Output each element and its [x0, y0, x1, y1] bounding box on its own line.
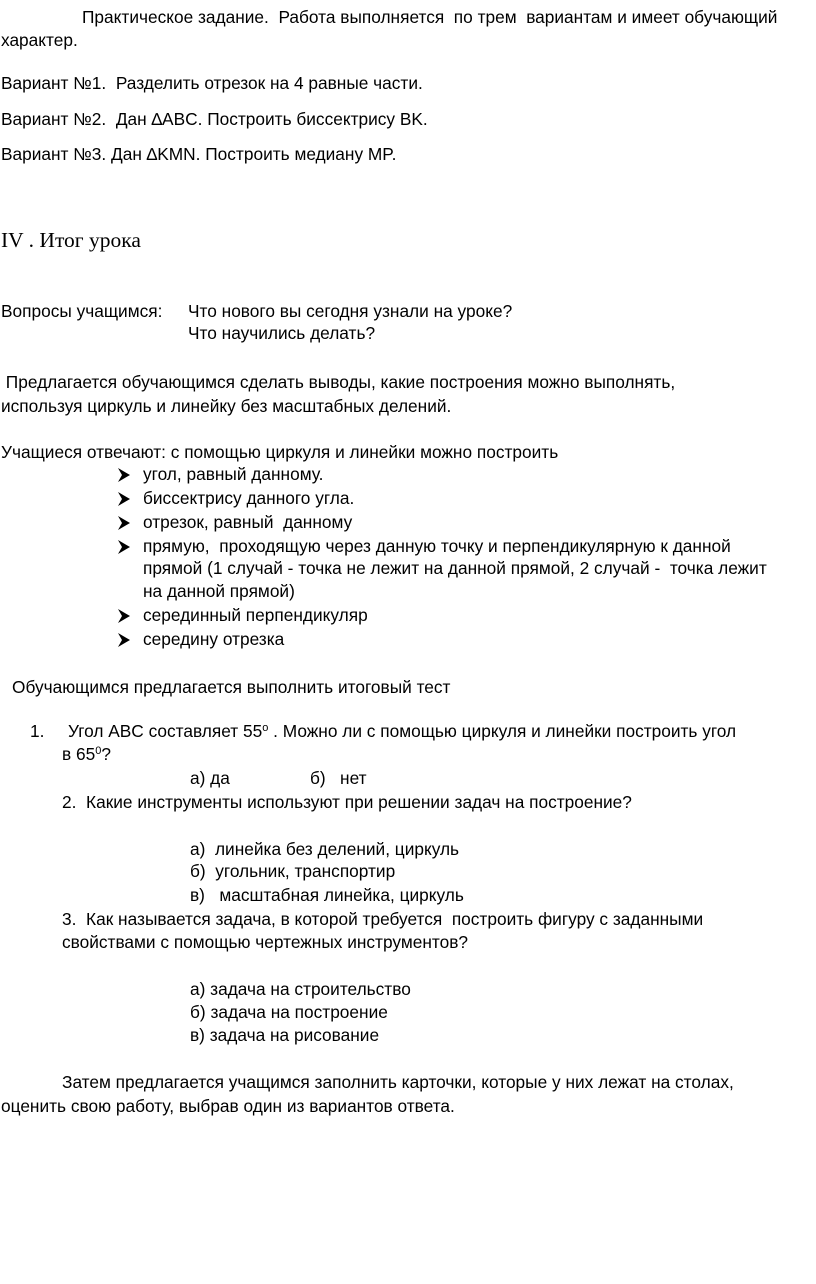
arrow-bullet-icon [117, 632, 131, 648]
arrow-bullet-icon [117, 515, 131, 531]
intro-line-1: Практическое задание. Работа выполняется по трем вариантам и имеет обучающий [82, 7, 778, 27]
variant-2: Вариант №2. Дан ∆ABC. Построить биссектрису BK. [1, 109, 428, 129]
answer-option: б) задача на построение [190, 1002, 388, 1022]
test-question-1-cont: в $65^0$? [62, 744, 111, 764]
question-1: Что нового вы сегодня узнали на уроке? [188, 301, 513, 321]
list-item: биссектрису данного угла. [143, 488, 355, 508]
answer-intro: Учащиеся отвечают: с помощью циркуля и линейки можно построить [1, 442, 559, 462]
closing-line-1: Затем предлагается учащимся заполнить карточки, которые у них лежат на столах, [62, 1072, 734, 1092]
arrow-bullet-icon [117, 491, 131, 507]
section-heading: IV . Итог урока [1, 228, 141, 252]
arrow-bullet-icon [117, 539, 131, 555]
variant-1: Вариант №1. Разделить отрезок на 4 равные части. [1, 73, 423, 93]
variant-3: Вариант №3. Дан ∆KMN. Построить медиану MP. [1, 144, 397, 164]
answer-option: а) да [190, 768, 230, 788]
test-question-2: 2. Какие инструменты используют при решении задач на построение? [62, 792, 632, 812]
test-question-3-cont: свойствами с помощью чертежных инструментов? [62, 932, 468, 952]
arrow-bullet-icon [117, 608, 131, 624]
test-intro: Обучающимся предлагается выполнить итоговый тест [12, 677, 451, 697]
closing-line-2: оценить свою работу, выбрав один из вариантов ответа. [1, 1096, 455, 1116]
list-item: угол, равный данному. [143, 464, 324, 484]
proposal-line-1: Предлагается обучающимся сделать выводы, какие построения можно выполнять, [1, 372, 676, 392]
question-2: Что научились делать? [188, 323, 376, 343]
test-question-1: Угол ABC составляет 55$^o$ . Можно ли с помощью циркуля и линейки построить угол [68, 721, 737, 741]
intro-line-2: характер. [1, 30, 78, 50]
answer-option: в) масштабная линейка, циркуль [190, 885, 464, 905]
list-item: отрезок, равный данному [143, 512, 353, 532]
list-item: серединный перпендикуляр [143, 605, 368, 625]
list-item: прямую, проходящую через данную точку и перпендикулярную к данной [143, 536, 731, 556]
answer-option: б) нет [310, 768, 367, 788]
question-number: 1. [30, 721, 45, 741]
answer-option: а) задача на строительство [190, 979, 411, 999]
arrow-bullet-icon [117, 467, 131, 483]
proposal-line-2: используя циркуль и линейку без масштабных делений. [1, 396, 452, 416]
answer-option: а) линейка без делений, циркуль [190, 839, 460, 859]
list-item-continuation: на данной прямой) [143, 581, 295, 601]
list-item-continuation: прямой (1 случай - точка не лежит на данной прямой, 2 случай - точка лежит [143, 558, 767, 578]
test-question-3: 3. Как называется задача, в которой требуется построить фигуру с заданными [62, 909, 704, 929]
list-item: середину отрезка [143, 629, 285, 649]
questions-label: Вопросы учащимся: [1, 301, 163, 321]
answer-option: б) угольник, транспортир [190, 861, 396, 881]
answer-option: в) задача на рисование [190, 1025, 380, 1045]
